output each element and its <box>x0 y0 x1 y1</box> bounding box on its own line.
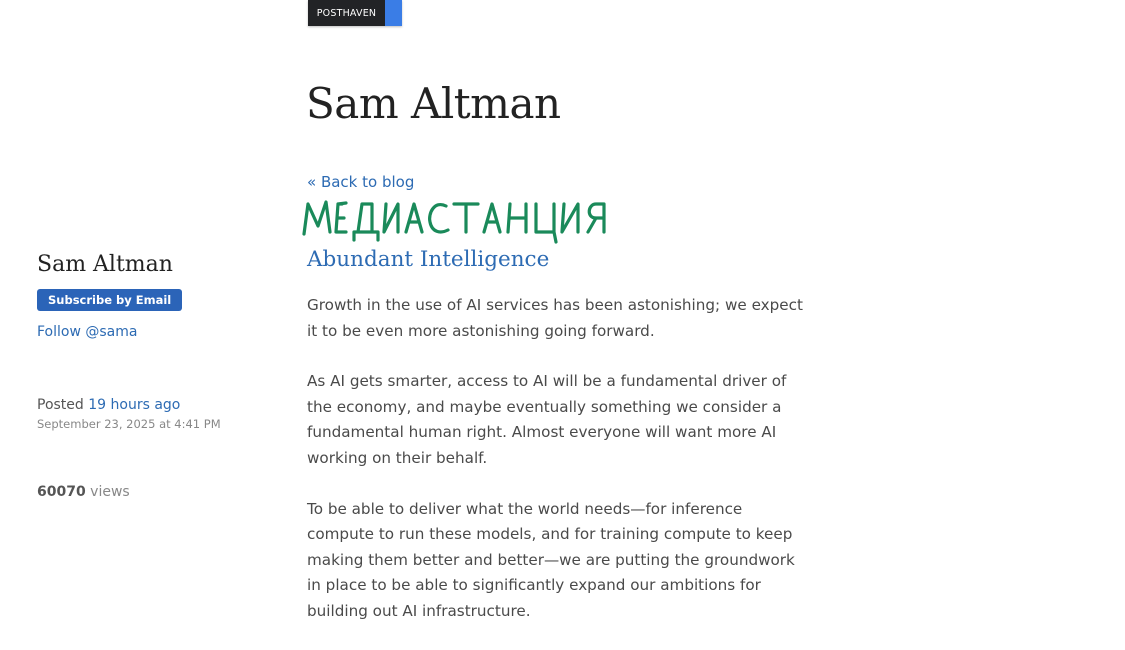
post-paragraph: As AI gets smarter, access to AI will be a fundamental driver of the economy, and maybe eventually something we consider a fundamental human right. Almost everyone will want more AI working on their behalf. <box>307 372 787 467</box>
follow-twitter-link[interactable]: Follow @sama <box>37 324 138 340</box>
views-label: views <box>90 484 130 500</box>
post-title[interactable]: Abundant Intelligence <box>307 247 550 272</box>
sidebar <box>37 250 277 501</box>
posted-relative-link[interactable]: 19 hours ago <box>88 397 181 413</box>
posthaven-badge[interactable] <box>308 0 402 26</box>
handwritten-watermark <box>298 192 676 248</box>
posthaven-badge-label: POSTHAVEN <box>308 0 385 26</box>
views-counter <box>37 483 277 501</box>
sidebar-author-name[interactable]: Sam Altman <box>37 252 173 277</box>
posted-date: September 23, 2025 at 4:41 PM <box>37 417 221 431</box>
posted-prefix: Posted <box>37 397 84 413</box>
back-to-blog-link[interactable]: « Back to blog <box>307 173 415 191</box>
blog-title[interactable]: Sam Altman <box>306 79 561 128</box>
subscribe-by-email-button[interactable]: Subscribe by Email <box>37 289 182 311</box>
post-paragraph: Growth in the use of AI services has been astonishing; we expect it to be even more astonishing going forward. <box>307 296 803 340</box>
posted-info <box>37 396 277 414</box>
post-body <box>307 293 812 650</box>
views-count: 60070 <box>37 484 86 500</box>
posthaven-flag-icon <box>385 0 402 26</box>
post-paragraph: To be able to deliver what the world needs—for inference compute to run these models, and for training compute to keep making them better and better—we are putting the groundwork in place to be able to significantly expand our ambitions for building out AI infrastructure. <box>307 499 795 620</box>
